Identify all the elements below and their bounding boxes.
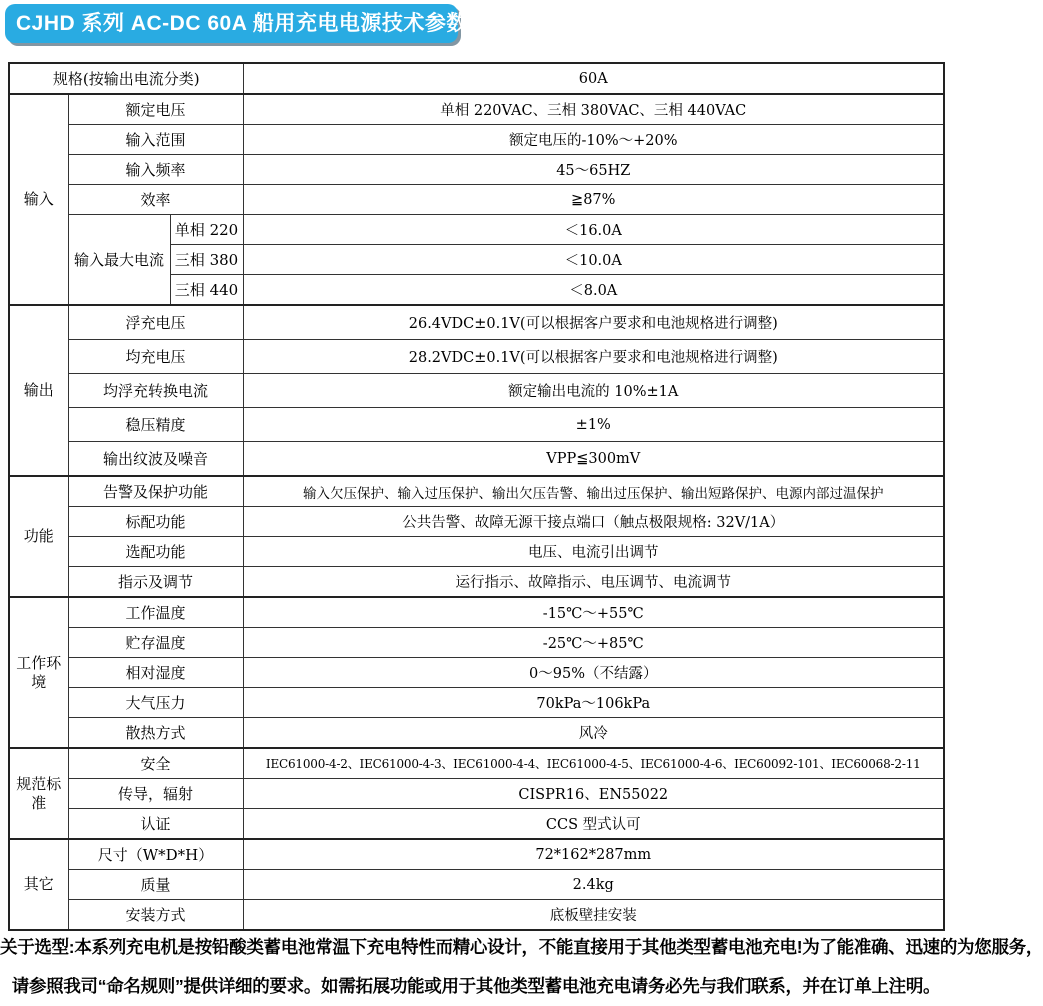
row-value: 单相 220VAC、三相 380VAC、三相 440VAC (243, 94, 944, 125)
row-value: -15℃～+55℃ (243, 597, 944, 628)
table-row (9, 658, 944, 688)
row-value: 输入欠压保护、输入过压保护、输出欠压告警、输出过压保护、输出短路保护、电源内部过温保护 (243, 476, 944, 507)
row-value: 26.4VDC±0.1V(可以根据客户要求和电池规格进行调整) (243, 305, 944, 340)
row-label: 三相 440 (170, 275, 243, 306)
row-value: 额定输出电流的 10%±1A (243, 374, 944, 408)
row-label: 单相 220 (170, 215, 243, 245)
table-row (9, 537, 944, 567)
row-value: 0～95%（不结露） (243, 658, 944, 688)
row-value: 公共告警、故障无源干接点端口（触点极限规格: 32V/1A） (243, 507, 944, 537)
table-row (9, 870, 944, 900)
group-standards: 规范标准 (9, 748, 68, 839)
row-label: 浮充电压 (68, 305, 243, 340)
table-row (9, 900, 944, 931)
row-value: 45～65HZ (243, 155, 944, 185)
row-value: 2.4kg (243, 870, 944, 900)
row-value: ±1% (243, 408, 944, 442)
row-value: 电压、电流引出调节 (243, 537, 944, 567)
table-row (9, 507, 944, 537)
row-label: 稳压精度 (68, 408, 243, 442)
row-value: 70kPa～106kPa (243, 688, 944, 718)
table-row (9, 94, 944, 125)
table-row (9, 215, 944, 245)
group-other: 其它 (9, 839, 68, 930)
row-value: ≧87% (243, 185, 944, 215)
row-label: 效率 (68, 185, 243, 215)
table-row (9, 340, 944, 374)
row-label: 认证 (68, 809, 243, 840)
spec-label: 规格(按输出电流分类) (9, 63, 243, 94)
table-row (9, 125, 944, 155)
table-row (9, 839, 944, 870)
row-label: 相对湿度 (68, 658, 243, 688)
row-label: 工作温度 (68, 597, 243, 628)
table-row (9, 476, 944, 507)
group-output: 输出 (9, 305, 68, 476)
row-label: 指示及调节 (68, 567, 243, 598)
spec-value: 60A (243, 63, 944, 94)
row-label: 传导，辐射 (68, 779, 243, 809)
row-value: ＜16.0A (243, 215, 944, 245)
row-label: 额定电压 (68, 94, 243, 125)
row-value: ＜10.0A (243, 245, 944, 275)
table-row (9, 442, 944, 477)
group-environment: 工作环境 (9, 597, 68, 748)
selection-note-line1: 关于选型:本系列充电机是按铅酸类蓄电池常温下充电特性而精心设计，不能直接用于其他类型蓄电池充电!为了能准确、迅速的为您服务， (0, 937, 1043, 957)
spec-table (8, 62, 945, 931)
row-label: 均充电压 (68, 340, 243, 374)
row-label: 输入频率 (68, 155, 243, 185)
table-row (9, 185, 944, 215)
table-row (9, 779, 944, 809)
row-label: 贮存温度 (68, 628, 243, 658)
table-row (9, 567, 944, 598)
row-value: 72*162*287mm (243, 839, 944, 870)
table-row (9, 597, 944, 628)
row-label: 安装方式 (68, 900, 243, 931)
table-row (9, 628, 944, 658)
table-row (9, 63, 944, 94)
row-label: 告警及保护功能 (68, 476, 243, 507)
row-value: 风冷 (243, 718, 944, 749)
row-label: 三相 380 (170, 245, 243, 275)
selection-note-line2: 请参照我司“命名规则”提供详细的要求。如需拓展功能或用于其他类型蓄电池充电请务必先与我们联系，并在订单上注明。 (11, 976, 941, 996)
row-label: 散热方式 (68, 718, 243, 749)
max-current-label: 输入最大电流 (68, 215, 170, 306)
row-value: IEC61000-4-2、IEC61000-4-3、IEC61000-4-4、IEC61000-4-5、IEC61000-4-6、IEC60092-101、IEC60068-2-11 (243, 748, 944, 779)
row-value: -25℃～+85℃ (243, 628, 944, 658)
selection-note (0, 928, 1043, 1006)
row-label: 大气压力 (68, 688, 243, 718)
table-row (9, 718, 944, 749)
page-title: CJHD 系列 AC-DC 60A 船用充电电源技术参数 (5, 4, 458, 43)
table-row (9, 688, 944, 718)
row-value: 运行指示、故障指示、电压调节、电流调节 (243, 567, 944, 598)
table-row (9, 748, 944, 779)
table-row (9, 809, 944, 840)
row-value: CCS 型式认可 (243, 809, 944, 840)
row-label: 标配功能 (68, 507, 243, 537)
row-value: 28.2VDC±0.1V(可以根据客户要求和电池规格进行调整) (243, 340, 944, 374)
table-row (9, 374, 944, 408)
row-value: 额定电压的-10%～+20% (243, 125, 944, 155)
row-value: VPP≦300mV (243, 442, 944, 477)
row-label: 尺寸（W*D*H） (68, 839, 243, 870)
row-label: 质量 (68, 870, 243, 900)
row-label: 安全 (68, 748, 243, 779)
row-label: 输出纹波及噪音 (68, 442, 243, 477)
table-row (9, 305, 944, 340)
group-function: 功能 (9, 476, 68, 597)
row-label: 均浮充转换电流 (68, 374, 243, 408)
row-label: 输入范围 (68, 125, 243, 155)
row-label: 选配功能 (68, 537, 243, 567)
row-value: CISPR16、EN55022 (243, 779, 944, 809)
row-value: 底板壁挂安装 (243, 900, 944, 931)
row-value: ＜8.0A (243, 275, 944, 306)
group-input: 输入 (9, 94, 68, 305)
table-row (9, 408, 944, 442)
table-row (9, 155, 944, 185)
